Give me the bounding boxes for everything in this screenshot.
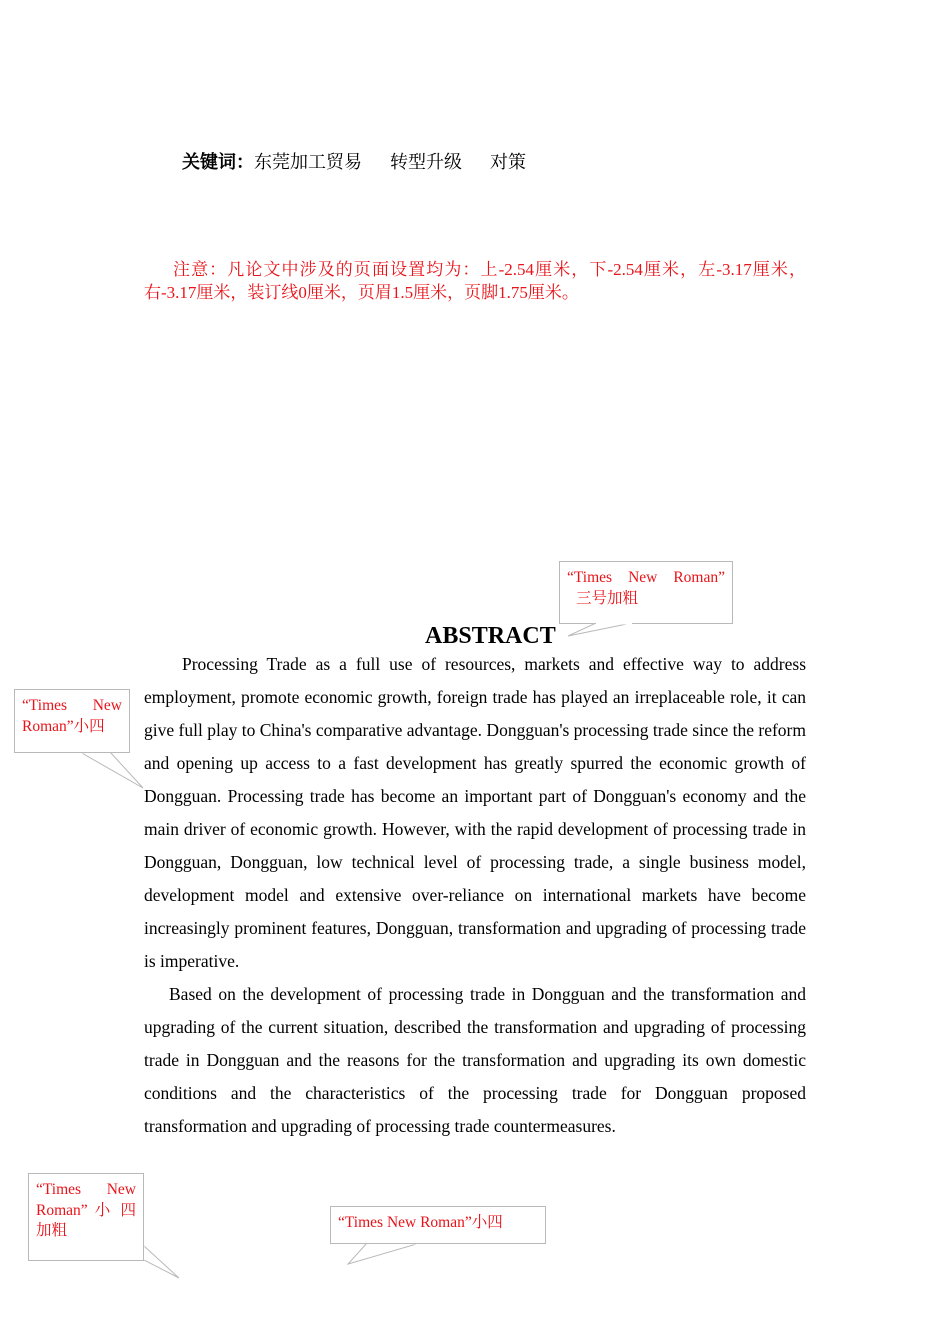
callout-line: “Times New bbox=[22, 697, 122, 714]
callout-tail-keywords bbox=[144, 1246, 179, 1278]
callout-border bbox=[559, 623, 733, 624]
abstract-body bbox=[144, 648, 806, 1143]
callout-line: Roman”小四 bbox=[22, 717, 105, 735]
callout-keywords-text-font bbox=[330, 1206, 546, 1244]
callout-line: Roman” 小 四 bbox=[36, 1201, 136, 1219]
keyword-item: 对策 bbox=[490, 152, 526, 172]
callout-gap bbox=[596, 623, 632, 624]
callout-keywords-font bbox=[28, 1173, 144, 1261]
keyword-item: 东莞加工贸易 bbox=[254, 152, 362, 172]
callout-line: “Times New Roman” bbox=[567, 569, 725, 586]
page-setup-notice: 注意：凡论文中涉及的页面设置均为：上-2.54厘米，下-2.54厘米，左-3.17厘米，右-3.17厘米，装订线0厘米，页眉1.5厘米，页脚1.75厘米。 bbox=[144, 260, 806, 302]
abstract-paragraph: Based on the development of processing trade in Dongguan and the transformation and upgrading of the current situation, described the transformation and upgrading of processing trade in Dongguan and the reasons for the transformation and upgrading its own domestic conditions and the characteristics of the processing trade for Dongguan proposed transformation and upgrading of processing trade countermeasures. bbox=[144, 984, 806, 1136]
callout-tail-body bbox=[80, 752, 143, 788]
callout-line: “Times New bbox=[36, 1181, 136, 1198]
abstract-paragraph: Processing Trade as a full use of resources, markets and effective way to address employment, promote economic growth, foreign trade has played an irreplaceable role, it can give full play to China's comparative advantage. Dongguan's processing trade since the reform and opening up access to a fast development has greatly spurred the economic growth of Dongguan. Processing trade has become an important part of Dongguan's economy and the main driver of economic growth. However, with the rapid development of processing trade in Dongguan, Dongguan, low technical level of processing trade, a single business model, development model and extensive over-reliance on international markets have become increasingly prominent features, Dongguan, transformation and upgrading of processing trade is imperative. bbox=[144, 654, 806, 971]
callout-line: 三号加粗 bbox=[576, 589, 639, 607]
keywords-label: 关键词： bbox=[182, 152, 254, 172]
callout-tail-keywords-text bbox=[348, 1243, 420, 1264]
keywords-line bbox=[182, 148, 526, 174]
callout-title-font bbox=[559, 561, 733, 624]
callout-tail-title bbox=[568, 623, 632, 636]
keyword-item: 转型升级 bbox=[390, 152, 462, 172]
callout-body-font bbox=[14, 689, 130, 753]
abstract-title: ABSTRACT bbox=[425, 623, 556, 649]
callout-line: “Times New Roman”小四 bbox=[338, 1214, 503, 1231]
callout-line: 加粗 bbox=[36, 1222, 68, 1239]
